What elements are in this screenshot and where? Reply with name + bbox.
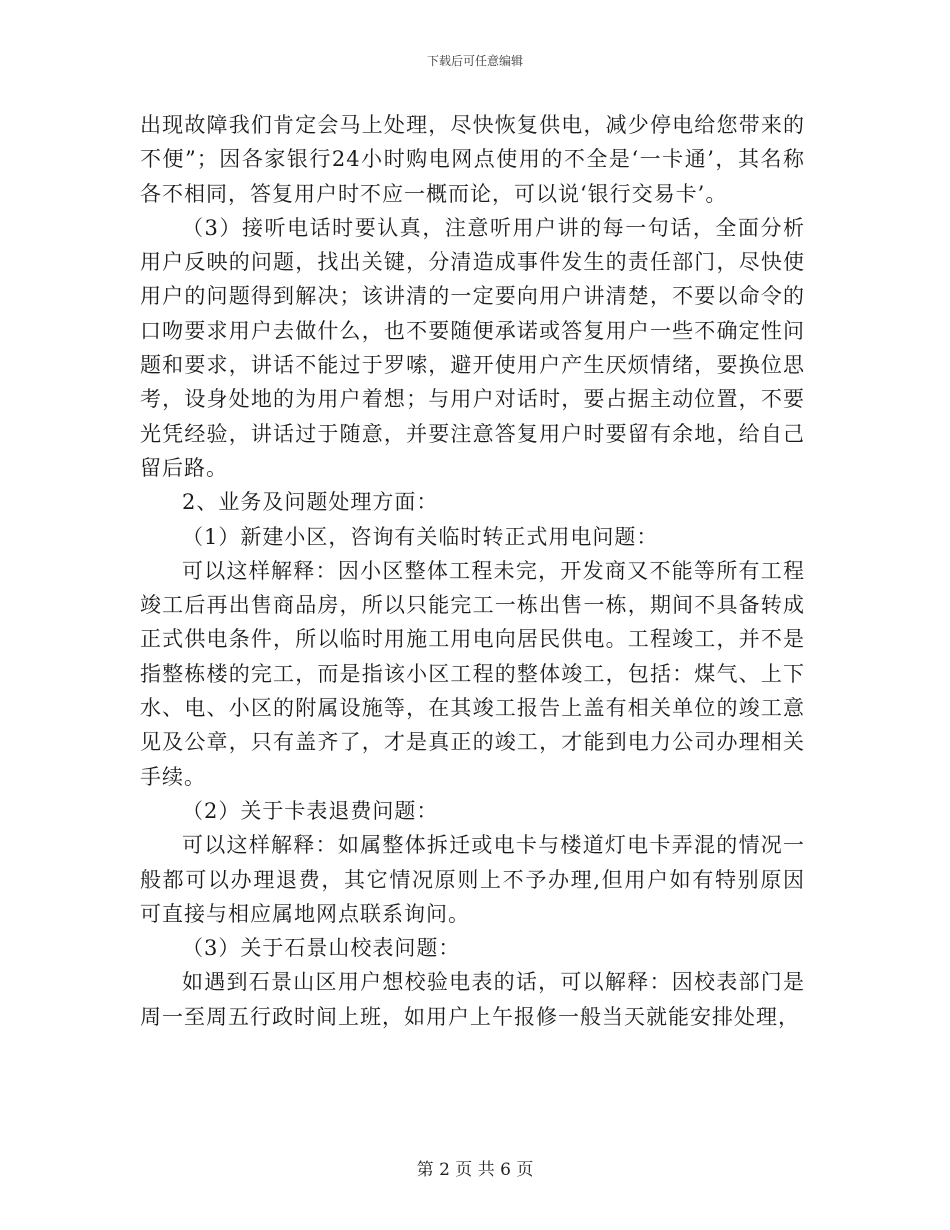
paragraph: 2、业务及问题处理方面： [182,490,439,515]
paragraph: （2）关于卡表退费问题： [182,798,439,823]
paragraph: 可以这样解释：因小区整体工程未完，开发商又不能等所有工程竣工后再出售商品房，所以只能完工一栋出售一栋，期间不具备转成正式供电条件，所以临时用施工用电向居民供电。工程竣工，并不是指整栋楼的完工，而是指该小区工程的整体竣工，包括：煤气、上下水、电、小区的附属设施等，在其竣工报告上盖有相关单位的竣工意见及公章，只有盖齐了，才是真正的竣工，才能到电力公司办理相关手续。 [140,558,805,789]
paragraph: 出现故障我们肯定会马上处理，尽快恢复供电，减少停电给您带来的不便”；因各家银行24小时购电网点使用的不全是‘一卡通’，其名称各不相同，答复用户时不应一概而论，可以说‘银行交易卡’。 [140,113,805,206]
page-footer: 第 2 页 共 6 页 [416,1160,534,1180]
document-body [140,108,805,1034]
paragraph: （3）关于石景山校表问题： [182,936,461,961]
paragraph: （1）新建小区，咨询有关临时转正式用电问题： [182,524,659,549]
paragraph: （3）接听电话时要认真，注意听用户讲的每一句话，全面分析用户反映的问题，找出关键，分清造成事件发生的责任部门，尽快使用户的问题得到解决；该讲清的一定要向用户讲清楚，不要以命令的口吻要求用户去做什么，也不要随便承诺或答复用户一些不确定性问题和要求，讲话不能过于罗嗦，避开使用户产生厌烦情绪，要换位思考，设身处地的为用户着想；与用户对话时，要占据主动位置，不要光凭经验，讲话过于随意，并要注意答复用户时要留有余地，给自己留后路。 [140,215,805,480]
page-header: 下载后可任意编辑 [426,54,523,68]
paragraph: 如遇到石景山区用户想校验电表的话，可以解释：因校表部门是周一至周五行政时间上班，如用户上午报修一般当天就能安排处理， [140,970,805,1029]
paragraph: 可以这样解释：如属整体拆迁或电卡与楼道灯电卡弄混的情况一般都可以办理退费，其它情况原则上不予办理,但用户如有特别原因可直接与相应属地网点联系询问。 [140,833,805,926]
